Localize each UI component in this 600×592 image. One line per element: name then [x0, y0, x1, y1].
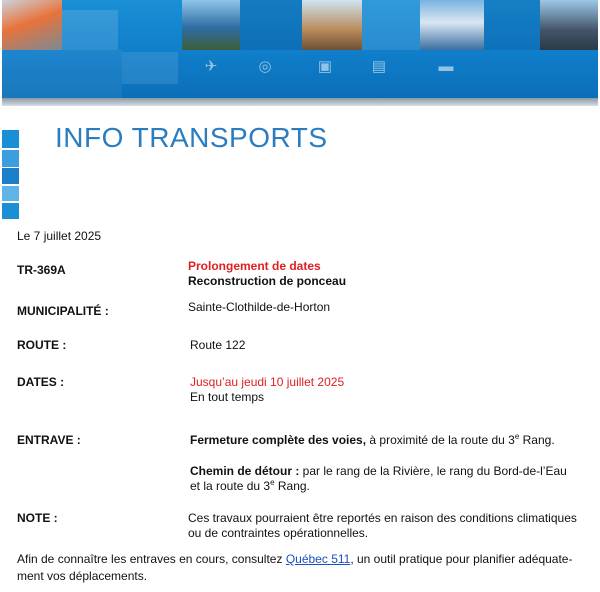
superscript: e — [514, 432, 520, 441]
quebec-511-link[interactable]: Québec 511 — [285, 552, 351, 566]
detour-bold: Chemin de détour : — [190, 464, 300, 478]
note-line2: ou de contraintes opérationnelles. — [188, 526, 369, 540]
decorative-square — [2, 150, 19, 167]
banner-photo-city — [302, 0, 362, 50]
entrave-label: ENTRAVE : — [17, 433, 81, 447]
dates-value: En tout temps — [190, 390, 265, 404]
banner-tile — [484, 0, 540, 50]
entrave-text — [190, 433, 555, 448]
banner-tile — [62, 10, 118, 50]
notice-code: TR-369A — [17, 263, 66, 277]
decorative-square — [2, 168, 19, 184]
header-banner — [2, 0, 598, 98]
note-label: NOTE : — [17, 511, 58, 525]
detour-line1: par le rang de la Rivière, le rang du Bord-de-l’Eau — [299, 464, 567, 478]
superscript: e — [270, 478, 275, 487]
decorative-square — [2, 130, 19, 148]
dates-value-red: Jusqu’au jeudi 10 juillet 2025 — [190, 375, 345, 389]
truck-icon: ▬ — [438, 58, 454, 75]
notice-headline: Reconstruction de ponceau — [188, 274, 347, 288]
plane-icon: ✈ — [204, 58, 218, 75]
target-icon: ◎ — [258, 58, 272, 75]
banner-tile — [362, 0, 420, 50]
entrave-bold: Fermeture complète des voies, — [190, 433, 367, 447]
banner-photo-bikes — [540, 0, 598, 50]
info-511-icon: ▤ — [371, 58, 387, 75]
banner-photo-road — [182, 0, 240, 50]
detour-line2-pre: et la route du 3 — [190, 479, 271, 493]
detour-line2-post: Rang. — [274, 479, 310, 493]
detour-line2 — [190, 479, 310, 494]
entrave-rest-end: Rang. — [519, 433, 555, 447]
page-title: INFO TRANSPORTS — [55, 122, 328, 153]
decorative-square — [2, 203, 19, 219]
date-line: Le 7 juillet 2025 — [17, 229, 102, 243]
route-value: Route 122 — [190, 338, 246, 352]
dates-label: DATES : — [17, 375, 65, 389]
footer-post: , un outil pratique pour planifier adéquate- — [350, 552, 573, 566]
footer-line1 — [17, 552, 572, 567]
detour-text — [190, 464, 567, 479]
footer-pre: Afin de connaître les entraves en cours, consultez — [17, 552, 286, 566]
note-line1: Ces travaux pourraient être reportés en raison des conditions climatiques — [188, 511, 577, 525]
banner-photo-bridge — [420, 0, 484, 50]
footer-line2: ment vos déplacements. — [17, 569, 148, 583]
banner-tile — [240, 0, 302, 50]
entrave-rest: à proximité de la route du 3 — [366, 433, 515, 447]
decorative-square — [2, 186, 19, 201]
route-label: ROUTE : — [17, 338, 67, 352]
banner-photo-workers — [2, 0, 62, 50]
municipalite-value: Sainte-Clothilde-de-Horton — [188, 300, 331, 314]
banner-tile — [2, 50, 122, 98]
notice-headline-red: Prolongement de dates — [188, 259, 321, 273]
banner-tile — [122, 52, 178, 84]
municipalite-label: MUNICIPALITÉ : — [17, 304, 109, 318]
road-sign-icon: ▣ — [317, 58, 333, 75]
banner-shadow — [2, 98, 598, 106]
